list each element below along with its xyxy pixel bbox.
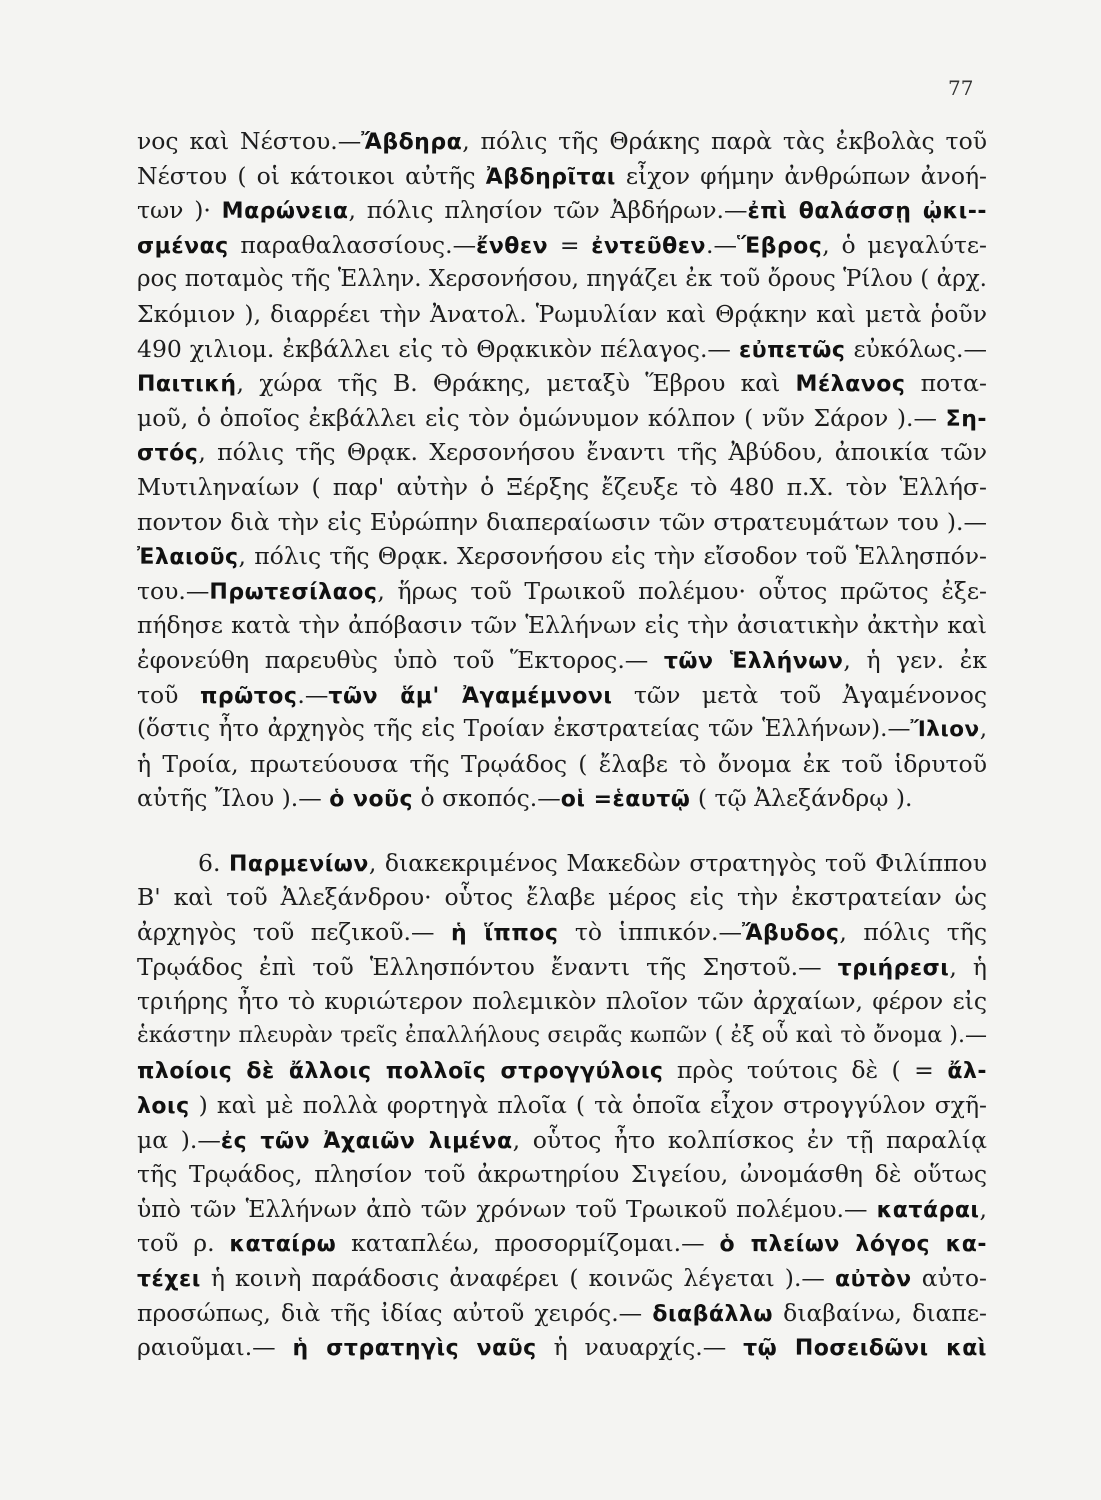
bold-term: Ἕβρος xyxy=(736,233,823,259)
paragraph-1 xyxy=(137,124,987,816)
page-number: 77 xyxy=(948,76,974,100)
text-line xyxy=(137,880,987,915)
text-line xyxy=(137,712,987,747)
text-line xyxy=(137,539,987,574)
text-run: ) καὶ μὲ πολλὰ φορτηγὰ πλοῖα ( τὰ ὁποῖα εἶχον στρογγύλον σχῆ- xyxy=(189,1091,987,1120)
text-line xyxy=(137,297,987,332)
bold-term: Ση- xyxy=(945,406,987,432)
text-run: Τρῳάδος ἐπὶ τοῦ Ἑλλησπόντου ἔναντι τῆς Σηστοῦ.— xyxy=(137,952,838,981)
text-line xyxy=(137,228,987,263)
text-line xyxy=(137,747,987,782)
bold-term: τῷ Ποσειδῶνι καὶ xyxy=(743,1336,987,1362)
bold-term: σμένας xyxy=(137,233,229,259)
text-line xyxy=(137,1019,987,1054)
text-run: μοῦ, ὁ ὁποῖος ἐκβάλλει εἰς τὸν ὁμώνυμον κόλπον ( νῦν Σάρον ).— xyxy=(137,403,946,432)
text-block xyxy=(137,124,987,1365)
text-run: μα ).— xyxy=(137,1125,221,1154)
bold-term: ἔνθεν xyxy=(476,233,549,259)
text-line xyxy=(137,1296,987,1331)
text-run: = xyxy=(548,230,592,259)
text-run: ἀρχηγὸς τοῦ πεζικοῦ.— xyxy=(137,918,451,947)
text-run: , xyxy=(979,716,987,743)
text-line xyxy=(137,366,987,401)
text-run: τῶν μετὰ τοῦ Ἀγαμένονος xyxy=(612,680,988,709)
text-line xyxy=(137,470,987,505)
text-line xyxy=(137,1157,987,1192)
text-line xyxy=(137,505,987,540)
text-line xyxy=(137,1261,987,1296)
text-run: τριήρης ἦτο τὸ κυριώτερον πολεμικὸν πλοῖον τῶν ἀρχαίων, φέρον εἰς xyxy=(137,987,987,1016)
text-run: εἶχον φήμην ἀνθρώπων ἀνοή- xyxy=(615,161,987,190)
text-line xyxy=(137,1192,987,1227)
text-run: ἡ Τροία, πρωτεύουσα τῆς Τρῳάδος ( ἔλαβε τὸ ὄνομα ἐκ τοῦ ἱδρυτοῦ xyxy=(137,749,987,778)
bold-term: ἐντεῦθεν xyxy=(591,233,706,259)
text-line xyxy=(137,984,987,1019)
text-run: τοῦ ρ. xyxy=(137,1229,230,1258)
text-run: διαβαίνω, διαπε- xyxy=(773,1298,987,1327)
text-line xyxy=(137,159,987,194)
text-run: ἑκάστην πλευρὰν τρεῖς ἐπαλλήλους σειρᾶς κωπῶν ( ἐξ οὗ καὶ τὸ ὄνομα ).— xyxy=(137,1022,987,1048)
text-run: Β' καὶ τοῦ Ἀλεξάνδρου· οὗτος ἔλαβε μέρος εἰς τὴν ἐκστρατείαν ὡς xyxy=(137,883,987,912)
text-run: , χώρα τῆς Β. Θράκης, μεταξὺ Ἕβρου καὶ xyxy=(236,369,796,398)
text-line xyxy=(137,643,987,678)
text-line xyxy=(137,950,987,985)
bold-term: διαβάλλω xyxy=(652,1301,773,1327)
text-line xyxy=(137,332,987,367)
bold-term: αὐτὸν xyxy=(835,1267,912,1292)
text-line xyxy=(137,435,987,470)
text-line xyxy=(137,678,987,713)
bold-term: λοις xyxy=(137,1094,190,1120)
text-run: , πόλις τῆς xyxy=(839,918,987,947)
text-line xyxy=(137,846,987,881)
text-run: .— xyxy=(706,230,737,259)
bold-term: Μέλανος xyxy=(795,372,906,398)
text-run: αὐτο- xyxy=(911,1264,987,1292)
text-run: , ἡ xyxy=(949,952,987,981)
bold-term: οἱ =ἑαυτῷ xyxy=(560,787,691,813)
text-run: 490 χιλιομ. ἐκβάλλει εἰς τὸ Θρᾳκικὸν πέλαγος.— xyxy=(137,334,739,363)
bold-term: Παρμενίων xyxy=(229,851,369,877)
text-line xyxy=(137,1088,987,1123)
text-run: , πόλις τῆς Θράκης παρὰ τὰς ἐκβολὰς τοῦ xyxy=(462,127,987,155)
bold-term: ἐς τῶν Ἀχαιῶν λιμένα xyxy=(220,1128,513,1154)
text-line xyxy=(137,1226,987,1261)
text-run: παραθαλασσίους.— xyxy=(228,230,477,259)
bold-term: τῶν ἅμ' Ἀγαμέμνονι xyxy=(328,683,613,709)
bold-term: ἐπὶ θαλάσσῃ ᾠκι-- xyxy=(747,199,987,225)
text-run: Σκόμιον ), διαρρέει τὴν Ἀνατολ. Ῥωμυλίαν καὶ Θρᾴκην καὶ μετὰ ῥοῦν xyxy=(137,299,987,328)
paragraph-2 xyxy=(137,846,987,1365)
text-run: , ὁ μεγαλύτε- xyxy=(822,230,987,259)
text-run: των )· xyxy=(137,196,222,225)
text-run: ἡ κοινὴ παράδοσις ἀναφέρει ( κοινῶς λέγεται ).— xyxy=(200,1264,836,1292)
text-run: πρὸς τούτοις δὲ ( = xyxy=(663,1056,948,1085)
text-run: , ἥρως τοῦ Τρωικοῦ πολέμου· οὗτος πρῶτος ἐξε- xyxy=(377,576,987,605)
bold-term: κατάραι xyxy=(876,1197,980,1223)
text-run: ποντον διὰ τὴν εἰς Εὐρώπην διαπεραίωσιν τῶν στρατευμάτων του ).— xyxy=(137,507,987,536)
text-line xyxy=(137,915,987,950)
text-run: , οὗτος ἦτο κολπίσκος ἐν τῇ παραλίᾳ xyxy=(512,1125,987,1154)
paragraph-gap xyxy=(137,816,987,846)
bold-term: Μαρώνεια xyxy=(221,199,349,225)
bold-term: τέχει xyxy=(137,1267,201,1292)
text-run: του.— xyxy=(137,576,210,605)
bold-term: Ἄβδηρα xyxy=(361,130,463,155)
bold-term: ὁ νοῦς xyxy=(329,787,414,813)
bold-term: πρῶτος xyxy=(199,683,298,709)
text-line xyxy=(137,124,987,159)
text-run: αὐτῆς Ἴλου ).— xyxy=(137,784,330,813)
bold-term: τῶν Ἑλλήνων xyxy=(663,648,844,674)
bold-term: ὁ πλείων λόγος κα- xyxy=(719,1232,987,1258)
text-run: 6. xyxy=(198,848,229,877)
text-run: (ὅστις ἦτο ἀρχηγὸς τῆς εἰς Τροίαν ἐκστρατείας τῶν Ἑλλήνων).— xyxy=(137,716,911,743)
text-run: ἡ ναυαρχίς.— xyxy=(536,1333,744,1362)
text-run: ποτα- xyxy=(905,369,987,398)
bold-term: ἄλ- xyxy=(947,1059,987,1085)
text-line xyxy=(137,1053,987,1088)
bold-term: Ἐλαιοῦς xyxy=(137,545,239,571)
text-run: ραιοῦμαι.— xyxy=(137,1333,293,1362)
text-run: τὸ ἱππικόν.— xyxy=(558,918,742,947)
bold-term: τριήρεσι xyxy=(837,955,950,981)
bold-term: πλοίοις δὲ ἄλλοις πολλοῖς στρογγύλοις xyxy=(137,1059,664,1085)
text-line xyxy=(137,401,987,436)
text-run: , πόλις πλησίον τῶν Ἀβδήρων.— xyxy=(348,196,748,225)
text-line xyxy=(137,574,987,609)
text-run: ( τῷ Ἀλεξάνδρῳ ). xyxy=(690,784,913,813)
text-run: καταπλέω, προσορμίζομαι.— xyxy=(336,1229,720,1258)
bold-term: εὐπετῶς xyxy=(738,337,846,363)
text-line xyxy=(137,781,987,816)
text-line xyxy=(137,193,987,228)
text-run: ἐφονεύθη παρευθὺς ὑπὸ τοῦ Ἕκτορος.— xyxy=(137,645,664,674)
text-run: Νέστου ( οἱ κάτοικοι αὐτῆς xyxy=(137,161,486,190)
text-run: , xyxy=(979,1194,987,1223)
text-run: εὐκόλως.— xyxy=(845,334,987,363)
text-run: τοῦ xyxy=(137,680,200,709)
bold-term: Παιτική xyxy=(137,372,237,398)
text-line xyxy=(137,1123,987,1158)
text-run: προσώπως, διὰ τῆς ἰδίας αὐτοῦ χειρός.— xyxy=(137,1298,653,1327)
bold-term: ἡ ἵππος xyxy=(450,921,559,947)
bold-term: Πρωτεσίλαος xyxy=(209,579,378,605)
text-line xyxy=(137,608,987,643)
text-run: πήδησε κατὰ τὴν ἀπόβασιν τῶν Ἑλλήνων εἰς τὴν ἀσιατικὴν ἀκτὴν καὶ xyxy=(137,611,987,640)
text-run: Μυτιληναίων ( παρ' αὐτὴν ὁ Ξέρξης ἔζευξε τὸ 480 π.Χ. τὸν Ἑλλήσ- xyxy=(137,472,987,501)
text-run: , διακεκριμένος Μακεδὼν στρατηγὸς τοῦ Φιλίππου xyxy=(368,848,987,877)
bold-term: Ἴλιον xyxy=(910,717,980,743)
text-run: τῆς Τρῳάδος, πλησίον τοῦ ἀκρωτηρίου Σιγείου, ὠνομάσθη δὲ οὕτως xyxy=(137,1160,987,1189)
text-run: , ἡ γεν. ἐκ xyxy=(843,645,987,674)
text-run: ὑπὸ τῶν Ἑλλήνων ἀπὸ τῶν χρόνων τοῦ Τρωικοῦ πολέμου.— xyxy=(137,1194,877,1223)
bold-term: στός xyxy=(137,441,199,467)
bold-term: καταίρω xyxy=(229,1232,337,1258)
bold-term: Ἀβδηρῖται xyxy=(485,164,616,190)
text-line xyxy=(137,262,987,297)
text-run: .— xyxy=(297,680,329,709)
bold-term: Ἄβυδος xyxy=(741,921,840,947)
text-run: νος καὶ Νέστου.— xyxy=(137,127,362,155)
text-run: , πόλις τῆς Θρᾳκ. Χερσονήσου εἰς τὴν εἴσοδον τοῦ Ἑλλησπόν- xyxy=(238,542,987,571)
text-run: ρος ποταμὸς τῆς Ἑλλην. Χερσονήσου, πηγάζει ἐκ τοῦ ὄρους Ῥίλου ( ἀρχ. xyxy=(137,266,987,293)
text-run: ὁ σκοπός.— xyxy=(413,784,561,813)
text-line xyxy=(137,1330,987,1365)
bold-term: ἡ στρατηγὶς ναῦς xyxy=(292,1336,537,1362)
text-run: , πόλις τῆς Θρᾳκ. Χερσονήσου ἔναντι τῆς Ἀβύδου, ἀποικία τῶν xyxy=(198,438,987,467)
